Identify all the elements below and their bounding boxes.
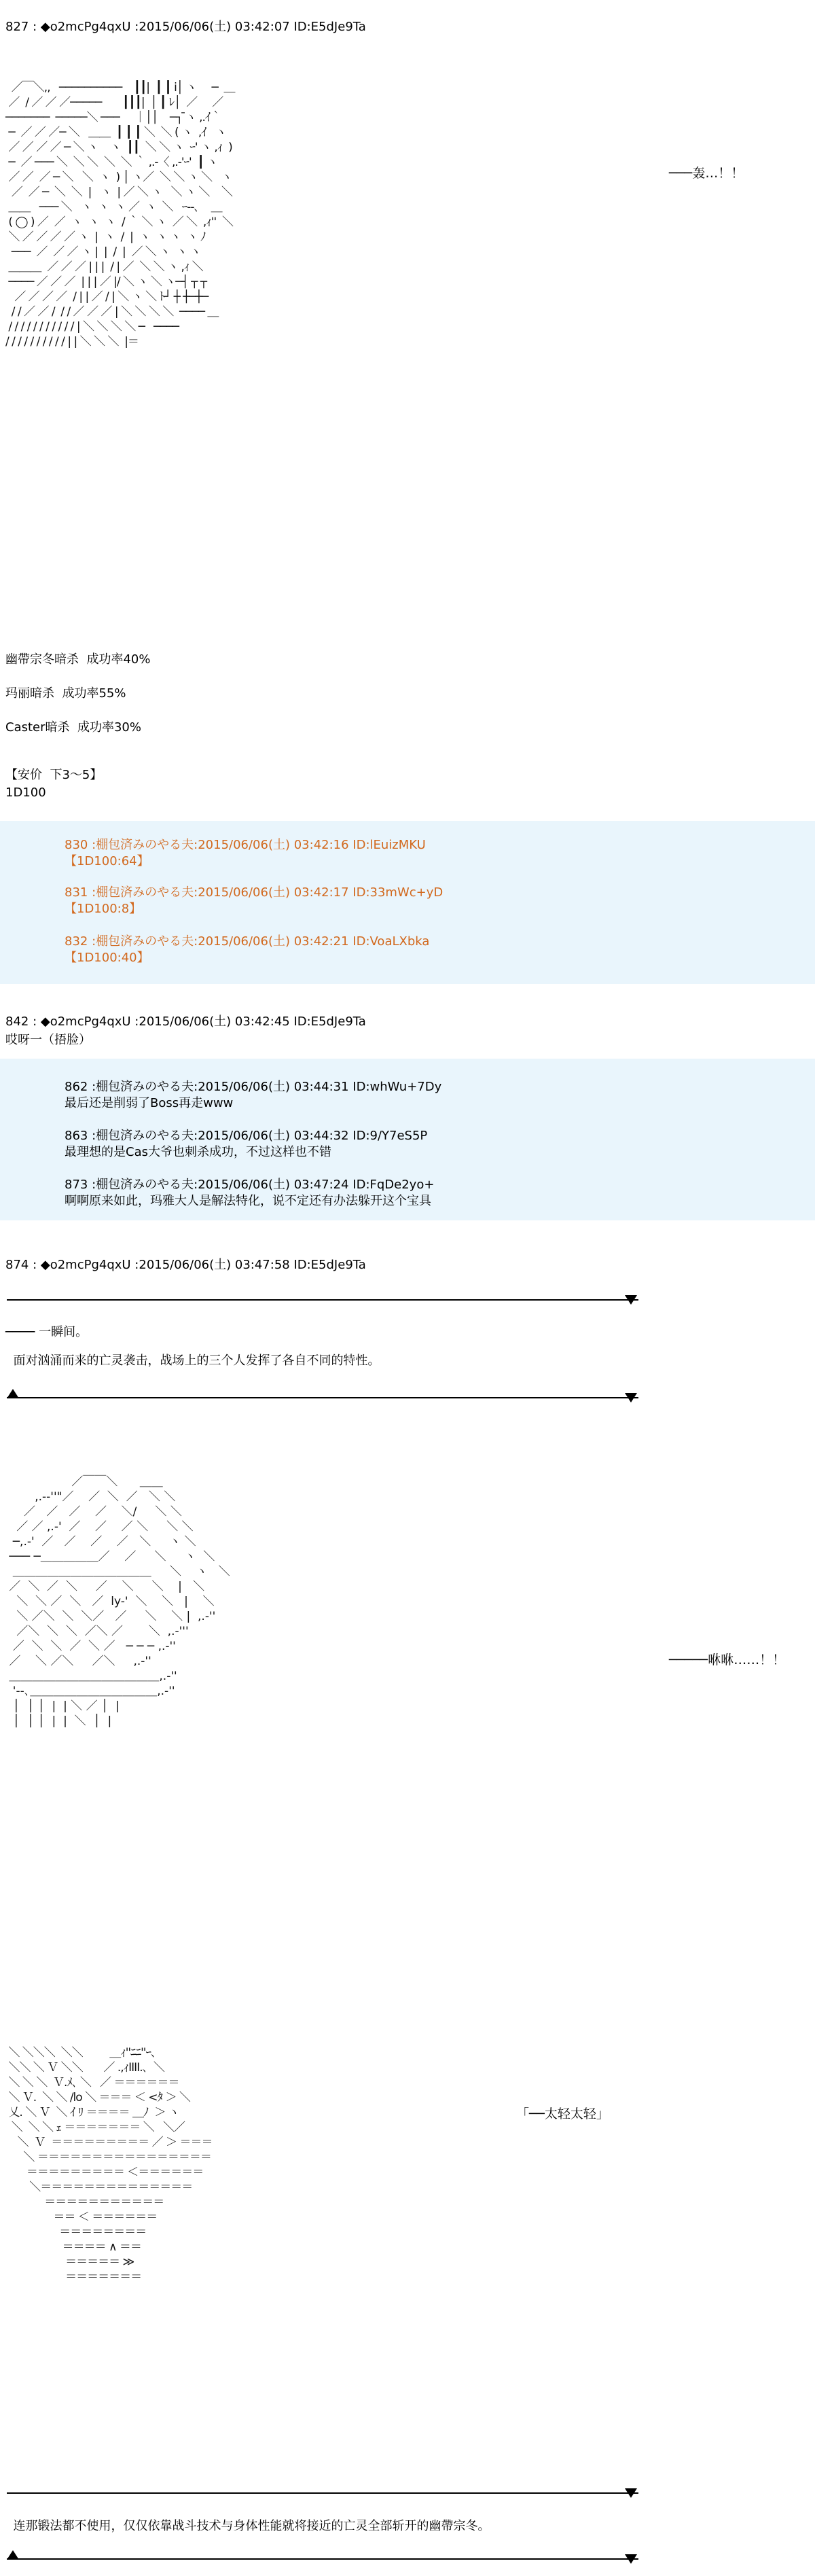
reply-831-header: 831 :棚包済みのやる夫:2015/06/06(土) 03:42:17 ID:33mWc+yD bbox=[65, 885, 443, 900]
rate-line-1: 幽帶宗冬暗杀 成功率40% bbox=[5, 652, 151, 667]
reply-863-header: 863 :棚包済みのやる夫:2015/06/06(土) 03:44:32 ID:9/Y7eS5P bbox=[65, 1129, 428, 1143]
speech-bubble: 「──太轻太轻」 bbox=[516, 2106, 609, 2121]
anka-dice: 1D100 bbox=[5, 786, 46, 800]
frame-divider bbox=[7, 2558, 638, 2560]
frame-divider bbox=[7, 1397, 638, 1398]
ascii-art-explosion: ／￣＼,, ────────── ┃┃| ┃ ┃ i│ ヽ ─ ＿ ／ / ／ ／ ／───── ┃┃┃| │ ┃ ﾚ│ ／ ／ ─────── ─────＼ ─── ｜││ ─┐ ̄ヽ ,.ｲ｀ ─ ／ ／ ／─ ＼ ＿＿ ┃ ┃ ┃ ＼ ＼ ( ヽ ,ｲ ヽ ／ ／ ／ ／ ─ ＼ ヽ ヽ ┃┃ ＼ ＼ ヽ ｰ' ヽ ,ｨ ) ─ ／ ─── ＼ ＼ ＼ ＼ ＼ ｀ ,.-〈 ,.-'ｰ' ┃ ヽ ／ ／ ／ ─ ＼ ＼ ヽ ) │ ヽ／ ＼ ＼ ヽ ＼ ヽ ／ ／ ─ ＼ ＼ | ヽ | ／ ＼ ヽ ＼ ヽ ＼ ＼ ＿＿ ─── ＼ ヽ ヽ ヽ ／ ヽ ＼ ｰ‐-､ ＿ ( ◯ ) ／ ／ ヽ ヽ ヽ / ｀ ＼ ヽ ／ ＼ ,ｨ'' ＼ ＼ ／ ／ ／ ／ ヽ | ヽ / | ヽ ヽ ヽ ヽ ﾉ ─── ／ ／ ／ ヽ | | / | ／ ＼ ヽ ヽ ヽ ＿＿＿ ／ ／ ／ | | | / | ／ ＼ ＼ ヽ ,ｨ ＼ ──── ／ ／ ／ | | | ／ |/ ＼ ヽ ＼ ヽ─┤ ┬ ┬ ／ ／ ／ ／ / | | ／ / | ＼ ヽ ＼ ﾄ┘ ┼ ┼─┼─ / / ／ ／ / / / ／ ／ ／ | ＼ ＼ ＼ ＼ ──── ＿ / / / / / / / / / / / | ＼ ＼ ＼ ＼ ─ ──── / / / / / / / / / / | | ＼ ＼ ＼ |＝ bbox=[5, 81, 235, 349]
reply-830-body: 【1D100:64】 bbox=[65, 854, 149, 868]
narration-line-1: ──── 一瞬间。 bbox=[5, 1325, 88, 1339]
rate-line-3: Caster暗杀 成功率30% bbox=[5, 720, 141, 735]
reply-830-header: 830 :棚包済みのやる夫:2015/06/06(土) 03:42:16 ID:lEuizMKU bbox=[65, 838, 426, 852]
post-842-body: 哎呀一（捂脸） bbox=[5, 1033, 91, 1047]
ascii-art-slashes: ／￣￣＼ ＿＿ ,.-‐''"／ ／ ＼ ／ ＼ ＼ ／ ／ ／ ／ ＼/ ＼ ＼ ／ ／ ,.-' ／ ／ ／ ＼ ＼ ＼ ─,.-' ／ ／ ／ ／ ＼ ヽ ＼ ─── ─＿＿＿＿＿／ ／ ＼ ヽ ＼ ＿＿＿＿＿＿＿＿＿＿＿＿ ＼ ヽ ＼ ／ ＼ ／ ＼ ／ ＼ ＼ | ＼ ＼ ＼ ／ ＼ ／ ly-' ＼ ＼ | ＼ ＼ ／＼ ＼ ＼／ ／ ＼ ＼ | ,.-'' ／＼ ＼ ＼ ／＼ ／ ＼ ,.-''' ／ ＼ ＼ ／ ＼ ／ ─ ─ ─ ,.-'' ／ ＼ ／＼ ／＼ ,.-'' ＿＿＿＿＿＿＿＿＿＿＿＿＿,.-'' '‐-､＿＿＿＿＿＿＿＿＿＿＿,.-'' │ │ │ | | ＼ ／ │ | │ │ │ | | ＼ │ | bbox=[9, 1475, 230, 1728]
sound-effect-whoosh: ─────咻咻……！！ bbox=[669, 1653, 786, 1668]
reply-832-body: 【1D100:40】 bbox=[65, 951, 149, 965]
frame-divider bbox=[7, 2492, 638, 2494]
narration-line-3: 连那锻法都不使用，仅仅依靠战斗技术与身体性能就将接近的亡灵全部斩开的幽帶宗冬。 bbox=[5, 2519, 490, 2533]
post-header-827: 827 : ◆o2mcPg4qxU :2015/06/06(土) 03:42:07 ID:E5dJe9Ta bbox=[5, 20, 366, 34]
ascii-art-swordsman: ＼ ＼＼＼ ＼＼ ＿ｨ''ﾆﾆ''ｰ､ ＼＼ ＼ Ｖ ＼＼ ／ .,ｨIIII.､ ＼ ＼ ＼ ＼ Ｖ.ﾒ､ ＼ ／ ＝＝＝＝＝＝ ＼ Ｖ. ＼ ＼ /lo ＼ ＝＝＝ ＜ <ﾀ ＞ ＼ 乂. ＼ Ｖ ＼ ｲ ﾘ ＝＝＝＝ ＿ﾉ ＞ ヽ ＼ ＼ ＼ ｪ ＝＝＝＝＝＝＝ ＼ ＼／ ＼ Ｖ ＝＝＝＝＝＝＝＝＝ ／ ＞ ＝＝＝ ＼ ＝＝＝＝＝＝＝＝＝＝＝＝＝＝＝＝ ＝＝＝＝＝＝＝＝＝ ＜＝＝＝＝＝＝ ＼＝＝＝＝＝＝＝＝＝＝＝＝＝＝ ＝＝＝＝＝＝＝＝＝＝＝ ＝＝ ＜ ＝＝＝＝＝＝ ＝＝＝＝＝＝＝＝ ＝＝＝＝ ∧ ＝＝ ＝＝＝＝＝ ≫ ＝＝＝＝＝＝＝ bbox=[8, 2046, 213, 2284]
reply-831-body: 【1D100:8】 bbox=[65, 902, 142, 916]
reply-873-header: 873 :棚包済みのやる夫:2015/06/06(土) 03:47:24 ID:FqDe2yo+ bbox=[65, 1178, 435, 1192]
triangle-down-icon bbox=[625, 2554, 637, 2564]
triangle-down-icon bbox=[625, 1295, 637, 1305]
reply-832-header: 832 :棚包済みのやる夫:2015/06/06(土) 03:42:21 ID:VoaLXbka bbox=[65, 934, 430, 949]
post-header-874: 874 : ◆o2mcPg4qxU :2015/06/06(土) 03:47:58 ID:E5dJe9Ta bbox=[5, 1258, 366, 1272]
anka-line: 【安价 下3～5】 bbox=[5, 768, 103, 782]
narration-line-2: 面对汹涌而来的亡灵袭击，战场上的三个人发挥了各自不同的特性。 bbox=[5, 1354, 380, 1368]
triangle-down-icon bbox=[625, 1393, 637, 1402]
reply-863-body: 最理想的是Cas大爷也刺杀成功，不过这样也不错 bbox=[65, 1145, 331, 1159]
reply-862-header: 862 :棚包済みのやる夫:2015/06/06(土) 03:44:31 ID:whWu+7Dy bbox=[65, 1080, 442, 1094]
rate-line-2: 玛丽暗杀 成功率55% bbox=[5, 686, 126, 701]
post-header-842: 842 : ◆o2mcPg4qxU :2015/06/06(土) 03:42:45 ID:E5dJe9Ta bbox=[5, 1014, 366, 1029]
reply-873-body: 啊啊原来如此，玛雅大人是解法特化，说不定还有办法躲开这个宝具 bbox=[65, 1194, 431, 1208]
sound-effect-boom: ───轰…！！ bbox=[669, 166, 744, 181]
reply-862-body: 最后还是削弱了Boss再走www bbox=[65, 1096, 234, 1110]
frame-divider bbox=[7, 1299, 638, 1301]
triangle-down-icon bbox=[625, 2488, 637, 2498]
